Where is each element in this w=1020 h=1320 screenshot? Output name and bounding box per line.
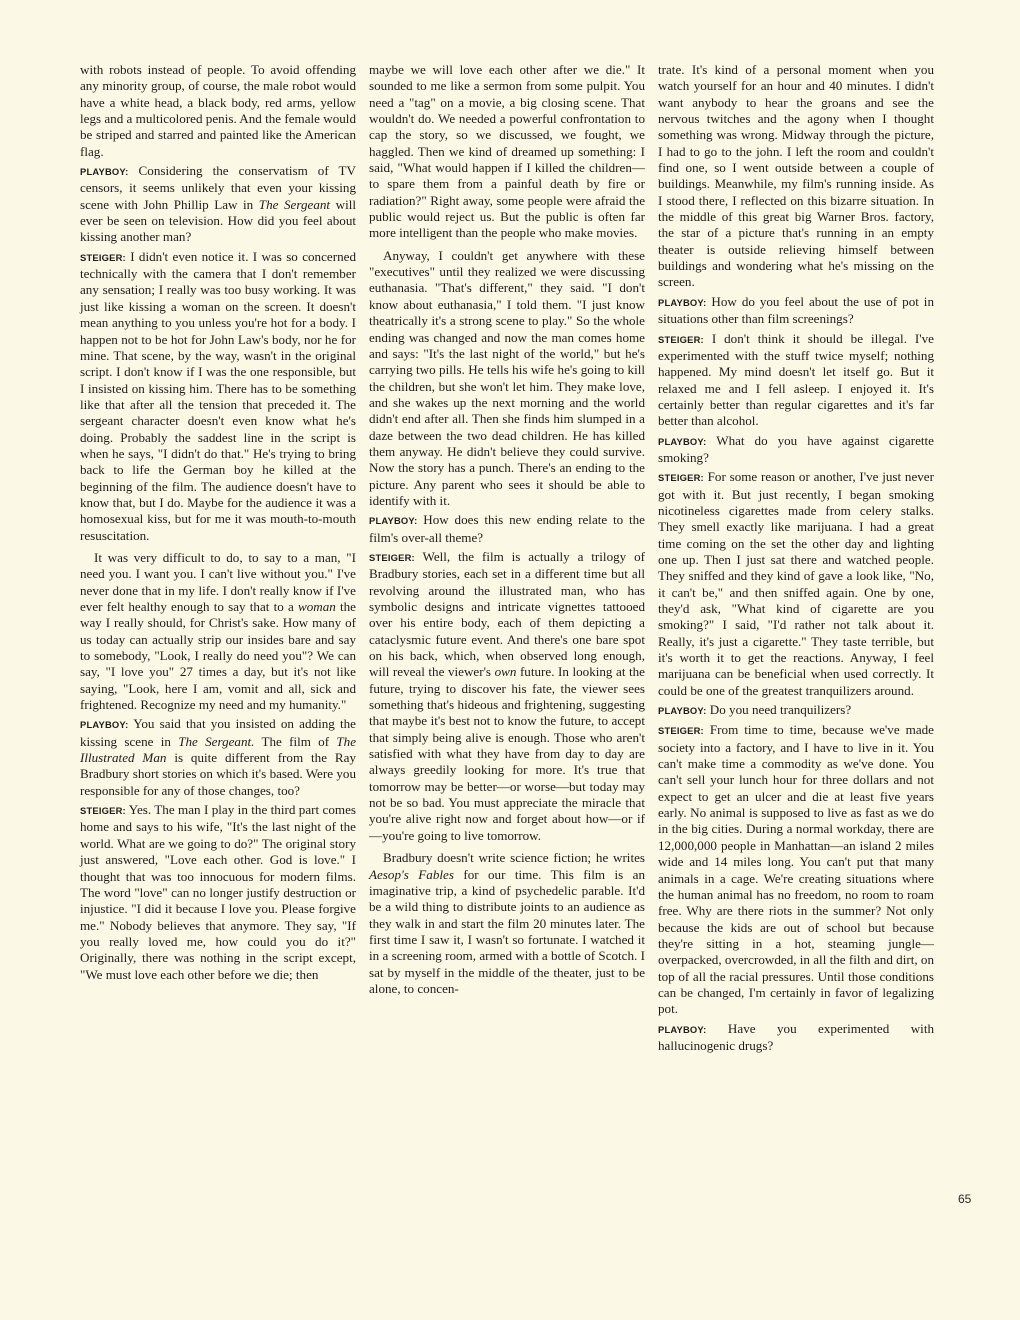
- paragraph-text: You said that you insisted on adding the kissing scene in The Sergeant. The film of The Illustrated Man is quite different from the Ray Bradbury short stories on which it's based. Were you responsible for any of those changes, too?: [80, 716, 356, 798]
- page-number: 65: [958, 1192, 972, 1206]
- speaker-label: STEIGER:: [658, 472, 704, 484]
- paragraph-text: I don't think it should be illegal. I've experimented with the stuff twice myself; nothing happened. My mind doesn't let itself go. But it relaxed me and I fell asleep. I enjoyed it. It's certainly better than regular cigarettes and it's far better than alcohol.: [658, 330, 934, 429]
- question-paragraph: [80, 163, 356, 246]
- text-column-2: [369, 62, 645, 997]
- speaker-label: PLAYBOY:: [658, 705, 707, 717]
- paragraph-text: Well, the film is actually a trilogy of Bradbury stories, each set in a different time but all revolving around the illustrated man, who has symbolic designs and intricate vignettes tattooed over his entire body, each of them depicting a cataclysmic future event. And there's one bare spot on his back, which, when observed long enough, will reveal the viewer's own future. In looking at the future, trying to discover his fate, the viewer sees something that's hideous and frightening, suggesting that maybe it's best not to know the future, to accept that simply being alive is enough. Those who aren't satisfied with what they have from day to day are always greedily looking for more. It's true that tomorrow may be better—or worse—but today may not be so bad. You must appreciate the miracle that you're alive right now and forget about how—or if—you're going to live tomorrow.: [369, 548, 645, 843]
- speaker-label: PLAYBOY:: [658, 296, 707, 308]
- question-paragraph: [369, 512, 645, 546]
- speaker-label: PLAYBOY:: [80, 719, 129, 731]
- speaker-label: STEIGER:: [80, 805, 126, 817]
- question-paragraph: [658, 433, 934, 467]
- paragraph-text: For some reason or another, I've just never got with it. But just recently, I began smoking nicotineless cigarettes made from celery stalks. They smell exactly like marijuana. I had a great time coming on the set the other day and lighting one up. Then I just sat there and watched people. They sniffed and they kind of gave a look like, "No, it can't be," and then sniffed again. One by one, they'd ask, "What kind of cigarette are you smoking?" I said, "I'd rather not talk about it. Really, it's just a cigarette." They taste terrible, but it's worth it to get the reactions. Anyway, I feel marijuana can be beneficial when used correctly. It could be one of the greatest tranquilizers around.: [658, 469, 934, 698]
- text-column-1: [80, 62, 356, 983]
- speaker-label: PLAYBOY:: [658, 435, 707, 447]
- paragraph-text: Anyway, I couldn't get anywhere with these "executives" until they realized we were discussing euthanasia. "That's different," they said. "I don't know about euthanasia," I told them. "I just know theatrically it's a strong scene to play." So the whole ending was changed and now the man comes home and says: "It's the last night of the world," but he's carrying two pills. He tells his wife he's going to kill the children, but she won't let him. They make love, and she wakes up the next morning and the world didn't end after all. Then she finds him slumped in a daze between the two dead children. He has killed them anyway. He didn't believe they could survive. Now the story has a punch. There's an ending to the picture. Any parent who sees it should be able to identify with it.: [369, 247, 645, 508]
- body-paragraph: [658, 62, 934, 291]
- body-paragraph: [80, 62, 356, 160]
- answer-paragraph: [80, 249, 356, 544]
- paragraph-text: What do you have against cigarette smoking?: [658, 432, 934, 465]
- question-paragraph: [658, 294, 934, 328]
- speaker-label: PLAYBOY:: [80, 166, 129, 178]
- paragraph-text: How do you feel about the use of pot in situations other than film screenings?: [658, 293, 934, 327]
- paragraph-text: with robots instead of people. To avoid offending any minority group, of course, the male robot would have a white head, a black body, red arms, yellow legs and a multicolored penis. And the female would be striped and starred and painted like the American flag.: [80, 62, 356, 159]
- body-paragraph: [369, 850, 645, 997]
- answer-paragraph: [658, 331, 934, 430]
- body-paragraph: [369, 62, 645, 242]
- paragraph-text: How does this new ending relate to the film's over-all theme?: [369, 512, 645, 545]
- speaker-label: STEIGER:: [369, 551, 415, 563]
- paragraph-text: trate. It's kind of a personal moment when you watch yourself for an hour and 40 minutes. I didn't want anybody to hear the groans and see the nervous twitches and the agony when I thought something was wrong. Midway through the picture, I had to go to the john. I left the room and couldn't find one, so I went outside between a couple of buildings. Meanwhile, my film's running inside. As I stood there, I reflected on this bizarre situation. In the middle of this great big Warner Bros. factory, the star of a picture that's running in an empty theater is outside relieving himself between buildings and wondering what he's missing on the screen.: [658, 62, 934, 290]
- question-paragraph: [80, 716, 356, 799]
- body-paragraph: [80, 550, 356, 713]
- speaker-label: PLAYBOY:: [658, 1023, 707, 1035]
- answer-paragraph: [80, 802, 356, 983]
- paragraph-text: Have you experimented with hallucinogenic drugs?: [658, 1020, 934, 1053]
- answer-paragraph: [369, 549, 645, 844]
- speaker-label: STEIGER:: [80, 251, 126, 263]
- speaker-label: STEIGER:: [658, 725, 704, 737]
- body-paragraph: [369, 248, 645, 510]
- paragraph-text: Bradbury doesn't write science fiction; he writes Aesop's Fables for our time. This film is an imaginative trip, a kind of psychedelic parable. It'd be a wild thing to distribute joints to an audience as they walk in and start the film 20 minutes later. The first time I saw it, I wasn't so fortunate. I watched it in a screening room, armed with a bottle of Scotch. I sat by myself in the middle of the theater, just to be alone, to concen-: [369, 850, 645, 996]
- question-paragraph: [658, 702, 934, 719]
- speaker-label: PLAYBOY:: [369, 515, 418, 527]
- paragraph-text: It was very difficult to do, to say to a man, "I need you. I want you. I can't live without you." I've never done that in my life. I don't really know if I've ever felt healthy enough to say that to a woman the way I really should, for Christ's sake. How many of us today can actually strip our insides bare and say to somebody, "Look, I really do need you"? We can say, "I love you" 27 times a day, but it's not like saying, "Look, here I am, vomit and all, sick and frightened. Recognize my need and my humanity.": [80, 549, 356, 713]
- answer-paragraph: [658, 722, 934, 1017]
- question-paragraph: [658, 1021, 934, 1055]
- speaker-label: STEIGER:: [658, 333, 704, 345]
- paragraph-text: From time to time, because we've made society into a factory, and I have to live in it. You can't make time a commodity as we've done. You can't sell your lunch hour for three dollars and not expect to get an ulcer and die at least five years early. No animal is supposed to live as fast as we do in the big cities. During a normal workday, there are 12,000,000 people in Manhattan—an island 2 miles wide and 14 miles long. You can't put that many animals in a cage. We're creating situations where the human animal has no freedom, no room to roam free. Why are there riots in the summer? Not only because the kids are out of school but because they're sitting in a hot, steaming jungle—overpacked, overcrowded, in all the filth and dirt, on top of all the racial pressures. Until those conditions can be changed, I'm certainly in favor of legalizing pot.: [658, 722, 934, 1017]
- text-column-3: [658, 62, 934, 1054]
- answer-paragraph: [658, 469, 934, 699]
- paragraph-text: Do you need tranquilizers?: [709, 702, 852, 718]
- paragraph-text: Yes. The man I play in the third part comes home and says to his wife, "It's the last night of the world. What are we going to do?" The original story just answered, "Love each other. God is love." I thought that was too innocuous for modern films. The word "love" can no longer justify destruction or injustice. "I did it because I love you. Please forgive me." Nobody believes that anymore. They say, "If you really loved me, how could you do it?" Originally, there was nothing in the script except, "We must love each other before we die; then: [80, 802, 356, 982]
- paragraph-text: maybe we will love each other after we die." It sounded to me like a sermon from some pulpit. You need a "tag" on a movie, a big closing scene. That wouldn't do. We needed a powerful confrontation to cap the story, so we discussed, we fought, we haggled. Then we kind of dreamed up something: I said, "What would happen if I killed the children—to spare them from a painful death by fire or radiation?" Right away, some people were afraid the public would reject us. But the public is often far more intelligent than the people who make movies.: [369, 62, 645, 241]
- paragraph-text: Considering the conservatism of TV censors, it seems unlikely that even your kissing scene with John Phillip Law in The Sergeant will ever be seen on television. How did you feel about kissing another man?: [80, 163, 356, 245]
- paragraph-text: I didn't even notice it. I was so concerned technically with the camera that I don't remember any sensation; I really was too busy working. It was just like kissing a woman on the screen. It doesn't mean anything to you unless you're hot for a body. I happen not to be hot for John Law's body, nor he for mine. That scene, by the way, wasn't in the original script. I don't know if I was the one responsible, but I insisted on kissing him. There has to be something like that after all the tension that preceded it. The sergeant character doesn't even know what he's doing. Probably the saddest line in the script is when he says, "I didn't do that." He's trying to bring back to life the German boy he killed at the beginning of the film. The audience doesn't have to know that, but I do. Maybe for the audience it was a homosexual kiss, but for me it was mouth-to-mouth resuscitation.: [80, 248, 356, 543]
